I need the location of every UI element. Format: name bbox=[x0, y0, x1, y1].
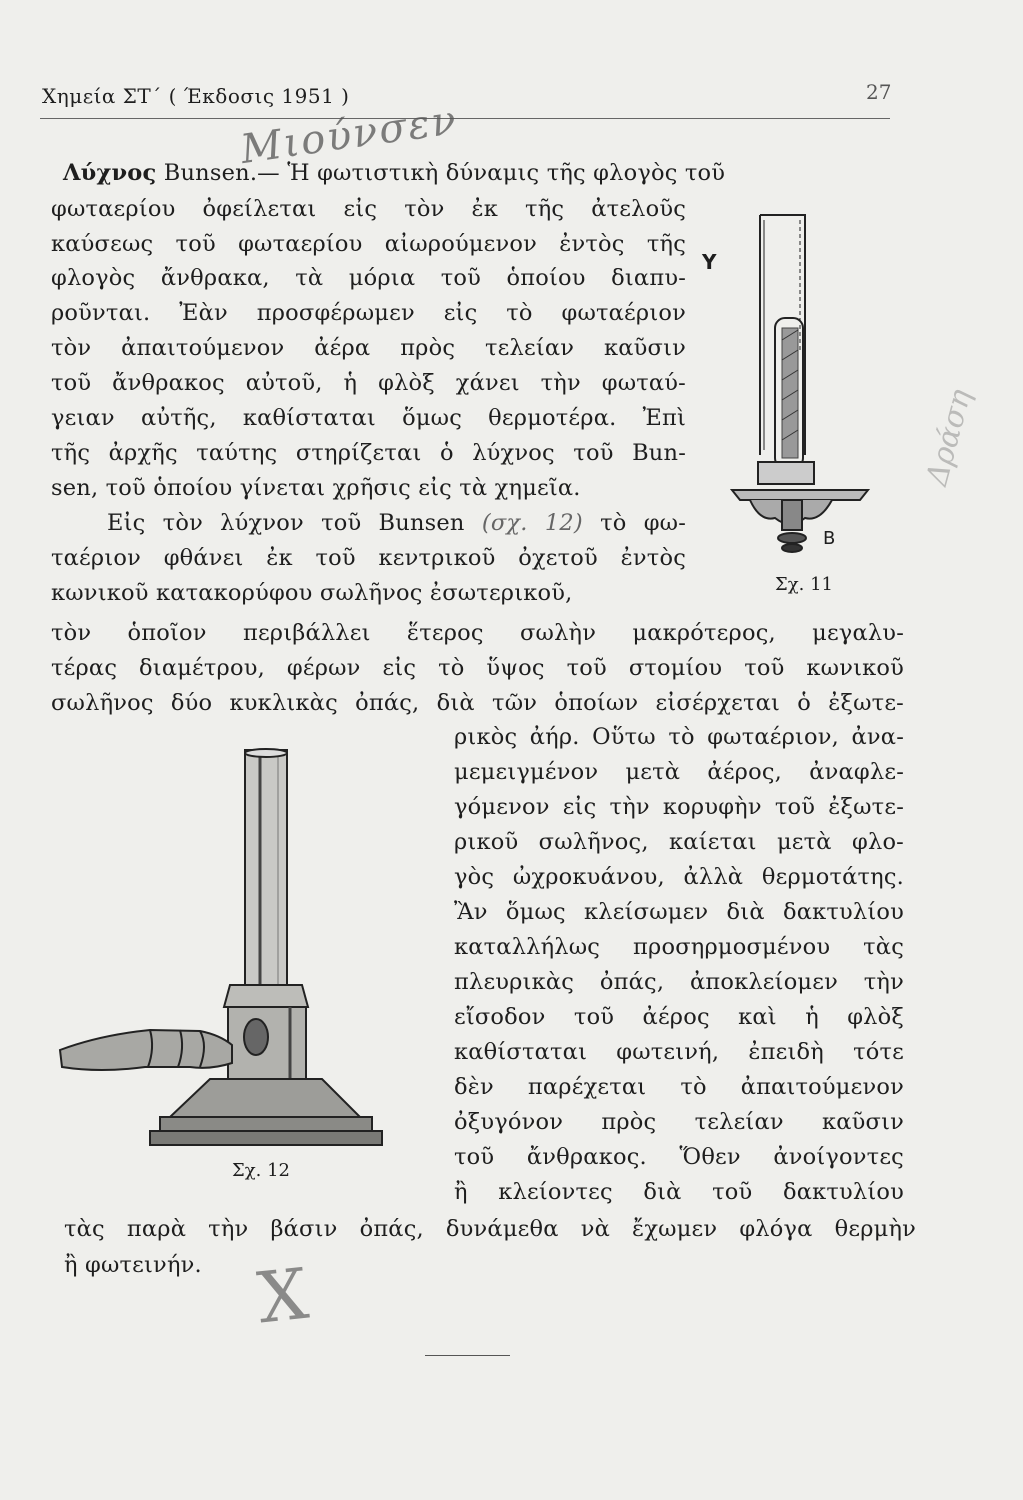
handwritten-note-margin: Δράση bbox=[919, 385, 979, 490]
text-line-9: τῆς ἀρχῆς ταύτης στηρίζεται ὁ λύχνος τοῦ Bun- bbox=[51, 440, 686, 466]
end-rule bbox=[425, 1355, 510, 1356]
text-line-16: σωλῆνος δύο κυκλικὰς ὀπάς, διὰ τῶν ὁποίων εἰσέρχεται ὁ ἐξωτε- bbox=[51, 690, 904, 716]
figure-11-label-bottom: Β bbox=[823, 528, 836, 549]
text-line-29: τοῦ ἄνθρακος. Ὅθεν ἀνοίγοντες bbox=[454, 1144, 904, 1170]
text-line-10: sen, τοῦ ὁποίου γίνεται χρῆσις εἰς τὰ χημεῖα. bbox=[51, 475, 581, 501]
text-line-4: φλογὸς ἄνθρακα, τὰ μόρια τοῦ ὁποίου διαπυ- bbox=[51, 265, 686, 291]
text-line-17: ρικὸς ἀήρ. Οὕτω τὸ φωταέριον, ἀνα- bbox=[454, 724, 904, 750]
text-line-25: εἴσοδον τοῦ ἀέρος καὶ ἡ φλὸξ bbox=[454, 1004, 904, 1030]
text-line-1 bbox=[63, 158, 883, 188]
text-line-22: Ἂν ὅμως κλείσωμεν διὰ δακτυλίου bbox=[454, 899, 904, 925]
text-line-13: κωνικοῦ κατακορύφου σωλῆνος ἐσωτερικοῦ, bbox=[51, 580, 573, 606]
running-header-title: Χημεία ΣΤ΄ ( Έκδοσις 1951 ) bbox=[42, 84, 350, 108]
text-line-20: ρικοῦ σωλῆνος, καίεται μετὰ φλο- bbox=[454, 829, 904, 855]
text-line-7: τοῦ ἄνθρακος αὐτοῦ, ἡ φλὸξ χάνει τὴν φωταύ- bbox=[51, 370, 686, 396]
text-line-12: ταέριον φθάνει ἐκ τοῦ κεντρικοῦ ὀχετοῦ ἐντὸς bbox=[51, 545, 686, 571]
text-line-2: φωταερίου ὀφείλεται εἰς τὸν ἐκ τῆς ἀτελοῦς bbox=[51, 196, 686, 222]
text-line-11-b: τὸ φω- bbox=[600, 510, 686, 536]
text-line-23: καταλλήλως προσηρμοσμένου τὰς bbox=[454, 934, 904, 960]
header-rule bbox=[40, 118, 890, 119]
text-line-5: ροῦνται. Ἐὰν προσφέρωμεν εἰς τὸ φωταέριον bbox=[51, 300, 686, 326]
text-line-6: τὸν ἀπαιτούμενον ἀέρα πρὸς τελείαν καῦσιν bbox=[51, 335, 686, 361]
text-line-18: μεμειγμένον μετὰ ἀέρος, ἀναφλε- bbox=[454, 759, 904, 785]
figure-11-label-top: Υ bbox=[702, 250, 717, 274]
heading-lychnos: Λύχνος bbox=[63, 160, 157, 186]
figure-12-bunsen-burner bbox=[60, 745, 400, 1165]
text-line-24: πλευρικὰς ὀπάς, ἀποκλείομεν τὴν bbox=[454, 969, 904, 995]
text-line-32: ἢ φωτεινήν. bbox=[64, 1252, 202, 1278]
handwritten-cross: X bbox=[253, 1252, 312, 1340]
text-line-19: γόμενον εἰς τὴν κορυφὴν τοῦ ἐξωτε- bbox=[454, 794, 904, 820]
text-line-31: τὰς παρὰ τὴν βάσιν ὀπάς, δυνάμεθα νὰ ἔχωμεν φλόγα θερμὴν bbox=[64, 1216, 916, 1242]
figure-11-caption: Σχ. 11 bbox=[775, 574, 833, 595]
text-line-14: τὸν ὁποῖον περιβάλλει ἕτερος σωλὴν μακρότερος, μεγαλυ- bbox=[51, 620, 904, 646]
text-line-28: ὀξυγόνον πρὸς τελείαν καῦσιν bbox=[454, 1109, 904, 1135]
text-line-11-a: Εἰς τὸν λύχνον τοῦ Bunsen bbox=[107, 510, 465, 536]
text-line-27: δὲν παρέχεται τὸ ἀπαιτούμενον bbox=[454, 1074, 904, 1100]
handwritten-note-top: Μιούνσεν bbox=[237, 97, 461, 173]
text-line-3: καύσεως τοῦ φωταερίου αἰωρούμενον ἐντὸς τῆς bbox=[51, 231, 686, 257]
figure-12-caption: Σχ. 12 bbox=[232, 1160, 290, 1181]
text-line-30: ἢ κλείοντες διὰ τοῦ δακτυλίου bbox=[454, 1179, 904, 1205]
figure-11-burner-section bbox=[720, 200, 880, 570]
text-line-11 bbox=[107, 508, 686, 538]
page-number: 27 bbox=[866, 80, 892, 104]
text-line-1-rest: Bunsen.— Ἡ φωτιστικὴ δύναμις τῆς φλογὸς τοῦ bbox=[163, 160, 726, 186]
figure-reference: (σχ. 12) bbox=[481, 510, 583, 536]
text-line-8: γειαν αὐτῆς, καθίσταται ὅμως θερμοτέρα. Ἐπὶ bbox=[51, 405, 686, 431]
text-line-21: γὸς ὠχροκυάνου, ἀλλὰ θερμοτάτης. bbox=[454, 864, 904, 890]
text-line-15: τέρας διαμέτρου, φέρων εἰς τὸ ὕψος τοῦ στομίου τοῦ κωνικοῦ bbox=[51, 655, 904, 681]
text-line-26: καθίσταται φωτεινή, ἐπειδὴ τότε bbox=[454, 1039, 904, 1065]
